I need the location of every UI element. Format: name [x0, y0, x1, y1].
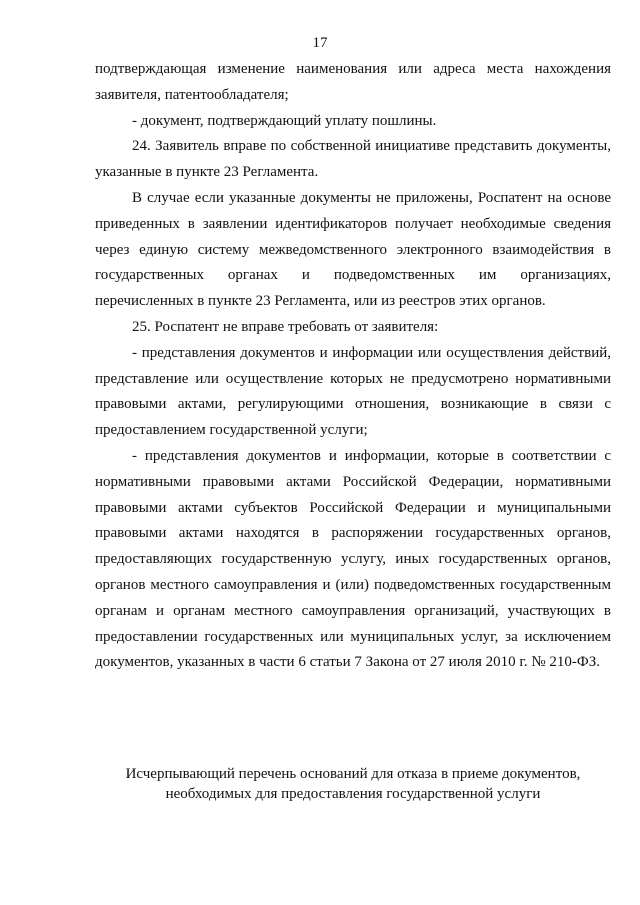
document-body [95, 57, 611, 676]
section-heading [95, 764, 611, 804]
paragraph-fee-document: - документ, подтверждающий уплату пошлины. [132, 112, 437, 129]
paragraph-actions-not-required: - представления документов и информации или осуществления действий, представление или осуществление которых не предусмотрено нормативными правовыми актами, регулирующими отношения, возникающие в связи с предоставлением государственной услуги; [95, 344, 611, 439]
paragraph-item-25: 25. Роспатент не вправе требовать от заявителя: [132, 318, 439, 335]
paragraph-item-24: 24. Заявитель вправе по собственной инициативе представить документы, указанные в пункте 23 Регламента. [95, 138, 611, 181]
page-number: 17 [312, 35, 328, 51]
section-heading-line-1: Исчерпывающий перечень оснований для отказа в приеме документов, [125, 766, 581, 782]
section-heading-line-2: необходимых для предоставления государственной услуги [165, 786, 541, 802]
paragraph-documents-in-possession: - представления документов и информации, которые в соответствии с нормативными правовыми актами Российской Федерации, нормативными правовыми актами субъектов Российской Федерации и муниципальными правовыми актами находятся в распоряжении государственных органов, предоставляющих государственную услугу, иных государственных органов, органов местного самоуправления и (или) подведомственных государственным органам и органам местного самоуправления организаций, участвующих в предоставлении государственных или муниципальных услуг, за исключением документов, указанных в части 6 статьи 7 Закона от 27 июля 2010 г. № 210-ФЗ. [95, 447, 611, 671]
paragraph-documents-not-attached: В случае если указанные документы не приложены, Роспатент на основе приведенных в заявлении идентификаторов получает необходимые сведения через единую систему межведомственного электронного взаимодействия в государственных органах и подведомственных им организациях, перечисленных в пункте 23 Регламента, или из реестров этих органов. [95, 189, 611, 310]
paragraph-intro-continuation: подтверждающая изменение наименования или адреса места нахождения заявителя, патентообладателя; [95, 61, 611, 103]
